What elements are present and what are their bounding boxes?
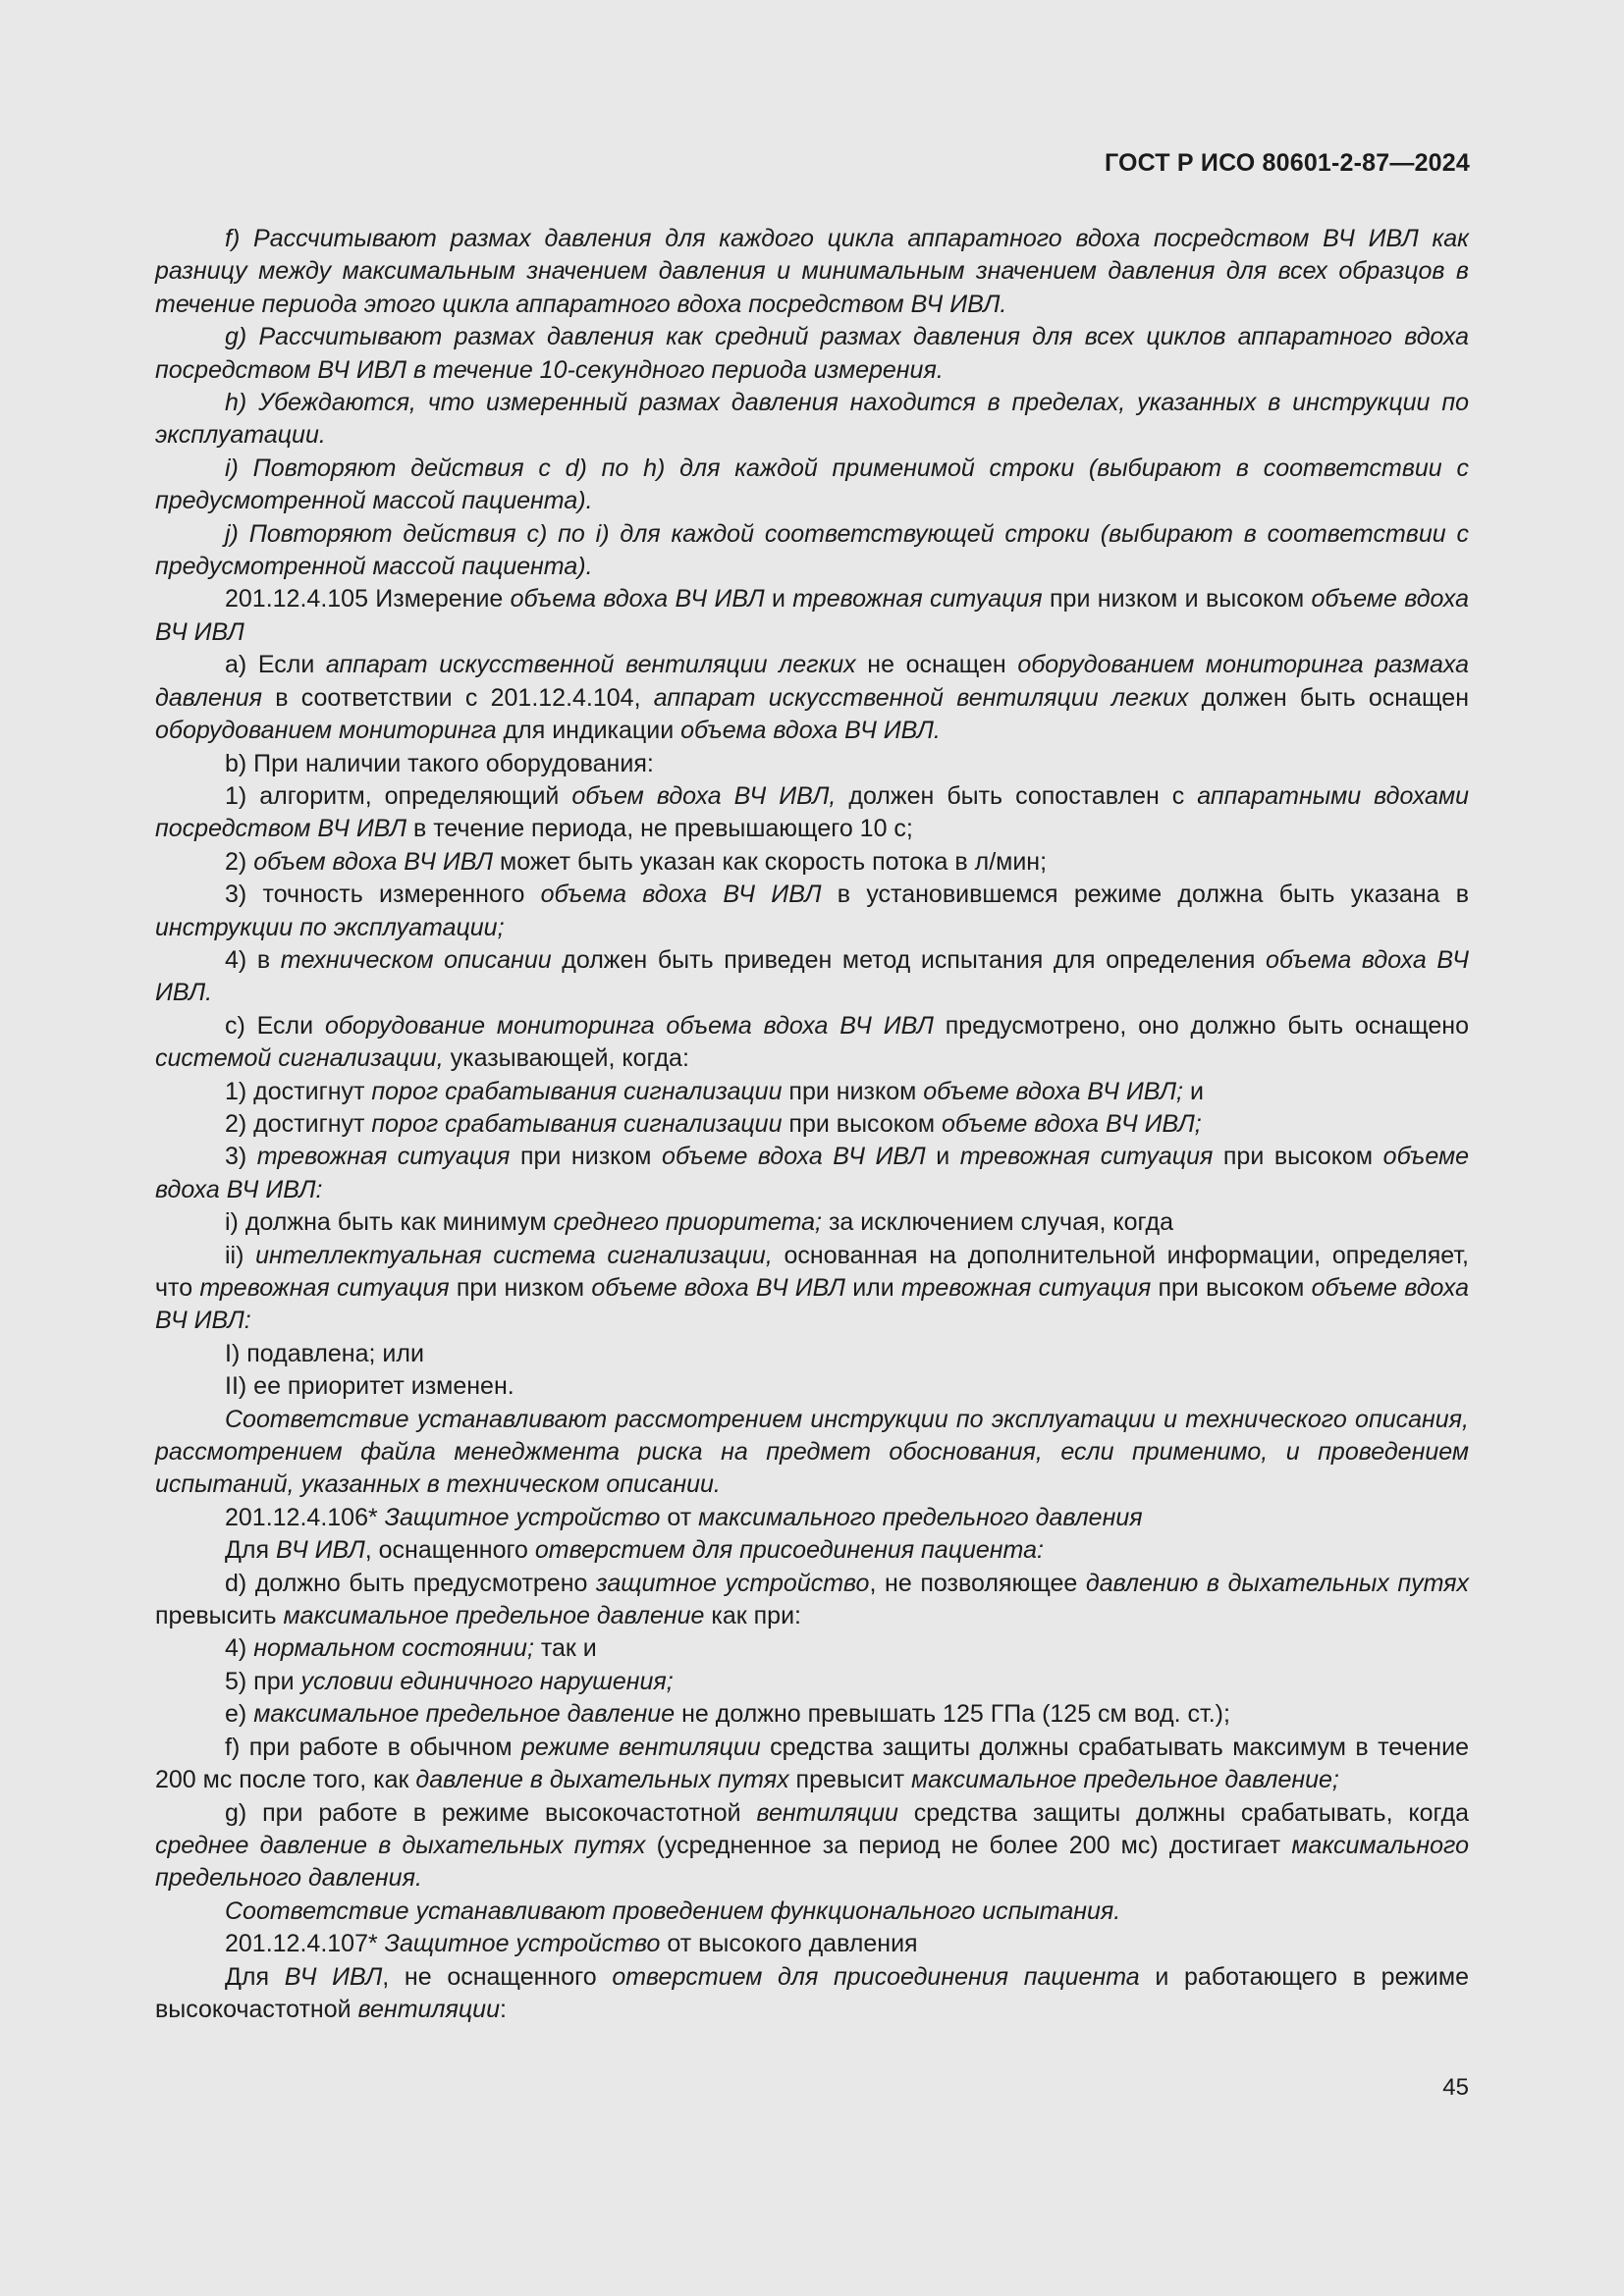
text-run: при высоком: [1213, 1143, 1383, 1171]
document-body: [155, 223, 1469, 2026]
italic-term: Защитное устройство: [384, 1930, 661, 1958]
paragraph: [155, 1666, 1469, 1698]
italic-term: интеллектуальная система сигнализации,: [255, 1241, 773, 1269]
italic-term: системой сигнализации,: [155, 1044, 444, 1073]
document-header: ГОСТ Р ИСО 80601-2-87—2024: [1104, 149, 1470, 177]
paragraph: [155, 1632, 1469, 1665]
italic-term: объема вдоха ВЧ ИВЛ.: [680, 717, 941, 745]
text-run: 201.12.4.107*: [225, 1930, 385, 1958]
paragraph: [155, 1338, 1469, 1370]
italic-term: объема вдоха ВЧ ИВЛ: [510, 585, 765, 614]
paragraph: [155, 583, 1469, 649]
text-run: и: [1183, 1077, 1204, 1105]
text-run: не должно превышать 125 ГПа (125 см вод. ст.);: [675, 1700, 1230, 1729]
paragraph: [155, 649, 1469, 747]
text-run: 201.12.4.106*: [225, 1503, 385, 1531]
text-run: е): [225, 1700, 254, 1729]
italic-term: объеме вдоха ВЧ ИВЛ: [155, 585, 1469, 646]
italic-term: максимальное предельное давление: [283, 1602, 705, 1630]
italic-term: тревожная ситуация: [792, 585, 1043, 614]
text-run: 4): [225, 1634, 254, 1663]
italic-term: давлению в дыхательных путях: [1085, 1569, 1469, 1597]
text-run: должен быть оснащен: [1188, 683, 1469, 712]
italic-term: f) Рассчитывают размах давления для каждого цикла аппаратного вдоха посредством ВЧ ИВЛ как разницу между максимальным значением давления и минимальным значением давления для всех образцов в течение периода этого цикла аппаратного вдоха посредством ВЧ ИВЛ.: [155, 225, 1469, 318]
paragraph: [155, 1010, 1469, 1076]
text-run: при высоком: [1151, 1274, 1312, 1302]
paragraph: [155, 387, 1469, 453]
paragraph: [155, 1896, 1469, 1928]
italic-term: объем вдоха ВЧ ИВЛ: [253, 847, 494, 876]
italic-term: i) Повторяют действия с d) по h) для каждой применимой строки (выбирают в соответствии с предусмотренной массой пациента).: [155, 454, 1469, 515]
italic-term: вентиляции: [756, 1798, 898, 1827]
italic-term: условии единичного нарушения;: [300, 1667, 674, 1695]
italic-term: техническом описании: [280, 945, 552, 974]
text-run: не оснащен: [855, 651, 1018, 679]
text-run: 1) алгоритм, определяющий: [225, 781, 572, 810]
italic-term: объеме вдоха ВЧ ИВЛ;: [923, 1077, 1183, 1105]
text-run: 5) при: [225, 1667, 301, 1695]
text-run: ii): [225, 1241, 256, 1269]
text-run: при низком: [510, 1143, 663, 1171]
italic-term: ВЧ ИВЛ: [276, 1536, 365, 1565]
paragraph: [155, 1240, 1469, 1338]
italic-term: отверстием для присоединения пациента:: [534, 1536, 1044, 1565]
italic-term: тревожная ситуация: [199, 1274, 450, 1302]
paragraph: [155, 1698, 1469, 1731]
paragraph: [155, 748, 1469, 780]
text-run: в соответствии с 201.12.4.104,: [261, 683, 654, 712]
italic-term: объеме вдоха ВЧ ИВЛ;: [941, 1109, 1202, 1138]
italic-term: объема вдоха ВЧ ИВЛ: [540, 881, 822, 909]
italic-term: максимальное предельное давление;: [911, 1766, 1339, 1794]
text-run: 2): [225, 847, 254, 876]
italic-term: инструкции по эксплуатации;: [155, 913, 505, 941]
text-run: или: [844, 1274, 901, 1302]
italic-term: аппарат искусственной вентиляции легких: [653, 683, 1189, 712]
text-run: превысит: [788, 1766, 911, 1794]
italic-term: j) Повторяют действия с) по i) для каждой соответствующей строки (выбирают в соответствии с предусмотренной массой пациента).: [155, 519, 1469, 581]
italic-term: объеме вдоха ВЧ ИВЛ:: [155, 1143, 1470, 1203]
text-run: :: [499, 1995, 507, 2023]
page-number: 45: [1442, 2074, 1469, 2101]
text-run: за исключением случая, когда: [822, 1208, 1174, 1237]
italic-term: среднее давление в дыхательных путях: [155, 1831, 646, 1859]
text-run: b) При наличии такого оборудования:: [225, 749, 654, 777]
text-run: II) ее приоритет изменен.: [225, 1372, 514, 1401]
paragraph: [155, 944, 1469, 1010]
text-run: и работающего в режиме высокочастотной: [155, 1962, 1469, 2023]
paragraph: [155, 846, 1469, 879]
italic-term: Защитное устройство: [384, 1503, 661, 1531]
text-run: с) Если: [225, 1011, 325, 1040]
italic-term: оборудованием мониторинга: [155, 717, 497, 745]
text-run: при высоком: [782, 1109, 942, 1138]
text-run: , оснащенного: [364, 1536, 535, 1565]
text-run: , не оснащенного: [382, 1962, 613, 1991]
italic-term: объеме вдоха ВЧ ИВЛ:: [155, 1274, 1469, 1335]
italic-term: вентиляции: [357, 1995, 500, 2023]
paragraph: [155, 1141, 1469, 1206]
text-run: основанная на дополнительной информации, определяет, что: [155, 1241, 1470, 1302]
text-run: указывающей, когда:: [443, 1044, 689, 1073]
italic-term: аппаратными вдохами посредством ВЧ ИВЛ: [155, 781, 1470, 843]
italic-term: максимального предельного давления.: [155, 1831, 1469, 1893]
paragraph: [155, 1370, 1469, 1403]
italic-term: Соответствие устанавливают проведением функционального испытания.: [225, 1896, 1121, 1925]
paragraph: [155, 1206, 1469, 1239]
text-run: в установившемся режиме должна быть указана в: [821, 881, 1469, 909]
paragraph: [155, 1568, 1469, 1633]
text-run: так и: [533, 1634, 597, 1663]
text-run: g) при работе в режиме высокочастотной: [225, 1798, 757, 1827]
text-run: предусмотрено, оно должно быть оснащено: [933, 1011, 1469, 1040]
italic-term: максимального предельного давления: [698, 1503, 1143, 1531]
paragraph: [155, 1961, 1469, 2027]
italic-term: оборудование мониторинга объема вдоха ВЧ ИВЛ: [324, 1011, 934, 1040]
text-run: для индикации: [496, 717, 681, 745]
text-run: 1) достигнут: [225, 1077, 372, 1105]
text-run: i) должна быть как минимум: [225, 1208, 554, 1237]
paragraph: [155, 453, 1469, 518]
italic-term: порог срабатывания сигнализации: [371, 1077, 783, 1105]
text-run: при низком: [782, 1077, 924, 1105]
paragraph: [155, 1797, 1469, 1896]
italic-term: h) Убеждаются, что измеренный размах давления находится в пределах, указанных в инструкции по эксплуатации.: [155, 389, 1469, 450]
text-run: 3): [225, 1143, 257, 1171]
paragraph: [155, 1534, 1469, 1567]
text-run: при низком: [449, 1274, 592, 1302]
italic-term: g) Рассчитывают размах давления как средний размах давления для всех циклов аппаратного вдоха посредством ВЧ ИВЛ в течение 10-секундного периода измерения.: [155, 323, 1469, 384]
paragraph: [155, 780, 1469, 846]
text-run: и: [925, 1143, 960, 1171]
paragraph: [155, 1108, 1469, 1141]
text-run: как при:: [704, 1602, 801, 1630]
text-run: должен быть приведен метод испытания для определения: [551, 945, 1266, 974]
text-run: 4) в: [225, 945, 281, 974]
italic-term: максимальное предельное давление: [253, 1700, 676, 1729]
text-run: и: [764, 585, 793, 614]
text-run: должен быть сопоставлен с: [836, 781, 1198, 810]
text-run: (усредненное за период не более 200 мс) достигает: [645, 1831, 1292, 1859]
text-run: I) подавлена; или: [225, 1339, 424, 1367]
italic-term: оборудованием мониторинга размаха давления: [155, 651, 1469, 712]
text-run: от: [660, 1503, 699, 1531]
text-run: от высокого давления: [660, 1930, 918, 1958]
text-run: f) при работе в обычном: [225, 1733, 522, 1761]
text-run: а) Если: [225, 651, 326, 679]
text-run: в течение периода, не превышающего 10 с;: [406, 815, 913, 843]
italic-term: тревожная ситуация: [959, 1143, 1214, 1171]
italic-term: тревожная ситуация: [900, 1274, 1152, 1302]
paragraph: [155, 1502, 1469, 1534]
italic-term: ВЧ ИВЛ: [284, 1962, 383, 1991]
text-run: 3) точность измеренного: [225, 881, 541, 909]
italic-term: объеме вдоха ВЧ ИВЛ: [662, 1143, 926, 1171]
italic-term: давление в дыхательных путях: [415, 1766, 789, 1794]
italic-term: аппарат искусственной вентиляции легких: [325, 651, 856, 679]
text-run: Для: [225, 1536, 277, 1565]
italic-term: среднего приоритета;: [553, 1208, 822, 1237]
italic-term: объем вдоха ВЧ ИВЛ,: [571, 781, 837, 810]
italic-term: защитное устройство: [596, 1569, 870, 1597]
italic-term: режиме вентиляции: [521, 1733, 761, 1761]
paragraph: [155, 1076, 1469, 1108]
italic-term: отверстием для присоединения пациента: [612, 1962, 1140, 1991]
paragraph: [155, 879, 1469, 944]
paragraph: [155, 1404, 1469, 1502]
paragraph: [155, 223, 1469, 321]
italic-term: тревожная ситуация: [256, 1143, 511, 1171]
text-run: Для: [225, 1962, 285, 1991]
text-run: 2) достигнут: [225, 1109, 372, 1138]
text-run: 201.12.4.105 Измерение: [225, 585, 511, 614]
paragraph: [155, 1732, 1469, 1797]
text-run: средства защиты должны срабатывать, когда: [897, 1798, 1469, 1827]
italic-term: порог срабатывания сигнализации: [371, 1109, 783, 1138]
text-run: d) должно быть предусмотрено: [225, 1569, 597, 1597]
text-run: может быть указан как скорость потока в л/мин;: [493, 847, 1048, 876]
paragraph: [155, 1928, 1469, 1960]
italic-term: объема вдоха ВЧ ИВЛ.: [155, 945, 1470, 1007]
paragraph: [155, 321, 1469, 387]
italic-term: Соответствие устанавливают рассмотрением инструкции по эксплуатации и технического описания, рассмотрением файла менеджмента риска на предмет обоснования, если применимо, и проведением испытаний, указанных в техническом описании.: [155, 1405, 1469, 1499]
italic-term: нормальном состоянии;: [253, 1634, 534, 1663]
text-run: превысить: [155, 1602, 284, 1630]
paragraph: [155, 518, 1469, 584]
italic-term: объеме вдоха ВЧ ИВЛ: [591, 1274, 845, 1302]
text-run: средства защиты должны срабатывать максимум в течение 200 мс после того, как: [155, 1733, 1469, 1794]
text-run: , не позволяющее: [869, 1569, 1086, 1597]
text-run: при низком и высоком: [1042, 585, 1312, 614]
